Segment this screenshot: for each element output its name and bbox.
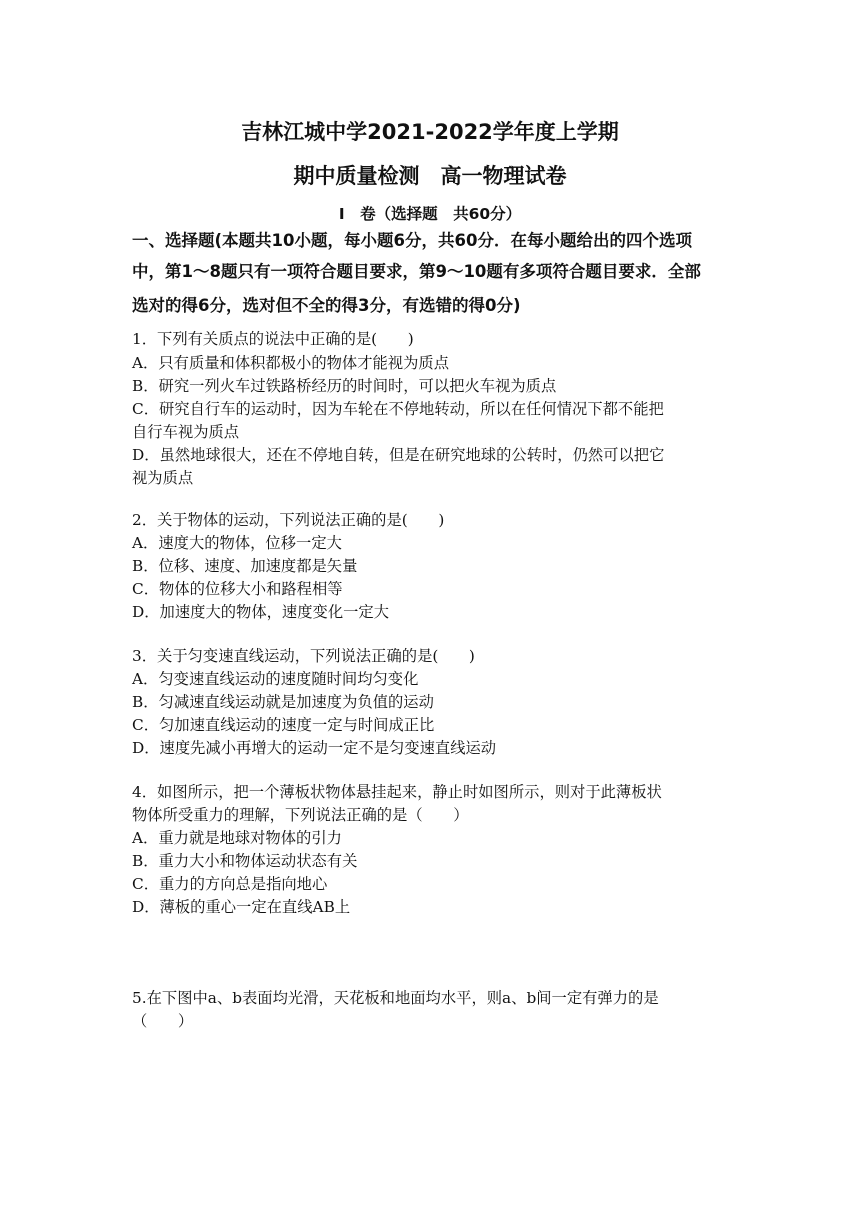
question-1-option-d-cont: 视为质点 — [132, 469, 194, 487]
question-5-stem-cont: （ ） — [132, 1012, 194, 1030]
section-subtitle: Ⅰ 卷（选择题 共60分） — [338, 205, 522, 223]
question-1-option-d: D．虽然地球很大，还在不停地自转，但是在研究地球的公转时，仍然可以把它 — [132, 446, 665, 464]
question-1-stem: 1．下列有关质点的说法中正确的是( ) — [132, 330, 414, 348]
question-1-option-c-cont: 自行车视为质点 — [132, 423, 240, 441]
question-3-stem: 3．关于匀变速直线运动，下列说法正确的是( ) — [132, 647, 475, 665]
question-4-stem-cont: 物体所受重力的理解，下列说法正确的是（ ） — [132, 806, 469, 824]
exam-title-school: 吉林江城中学2021-2022学年度上学期 — [241, 120, 619, 144]
question-2-option-a: A．速度大的物体，位移一定大 — [132, 534, 342, 552]
question-2-option-c: C．物体的位移大小和路程相等 — [132, 580, 343, 598]
question-2-option-d: D．加速度大的物体，速度变化一定大 — [132, 603, 390, 621]
question-4-stem: 4．如图所示，把一个薄板状物体悬挂起来，静止时如图所示，则对于此薄板状 — [132, 783, 662, 801]
question-4-option-c: C．重力的方向总是指向地心 — [132, 875, 328, 893]
question-3-option-c: C．匀加速直线运动的速度一定与时间成正比 — [132, 716, 435, 734]
question-2-stem: 2．关于物体的运动，下列说法正确的是( ) — [132, 511, 445, 529]
question-4-option-d: D．薄板的重心一定在直线AB上 — [132, 898, 351, 916]
question-3-option-a: A．匀变速直线运动的速度随时间均匀变化 — [132, 670, 419, 688]
instructions-line: 中，第1～8题只有一项符合题目要求，第9～10题有多项符合题目要求．全部 — [132, 262, 701, 281]
exam-title-subject: 期中质量检测 高一物理试卷 — [293, 164, 567, 188]
question-1-option-a: A．只有质量和体积都极小的物体才能视为质点 — [132, 354, 449, 372]
instructions-line: 一、选择题(本题共10小题，每小题6分，共60分．在每小题给出的四个选项 — [132, 231, 692, 250]
question-1-option-c: C．研究自行车的运动时，因为车轮在不停地转动，所以在任何情况下都不能把 — [132, 400, 664, 418]
question-4-option-a: A．重力就是地球对物体的引力 — [132, 829, 342, 847]
question-4-option-b: B．重力大小和物体运动状态有关 — [132, 852, 358, 870]
question-1-option-b: B．研究一列火车过铁路桥经历的时间时，可以把火车视为质点 — [132, 377, 557, 395]
question-5-stem: 5.在下图中a、b表面均光滑，天花板和地面均水平，则a、b间一定有弹力的是 — [132, 989, 659, 1007]
question-2-option-b: B．位移、速度、加速度都是矢量 — [132, 557, 358, 575]
instructions-line: 选对的得6分，选对但不全的得3分，有选错的得0分) — [132, 296, 521, 315]
question-3-option-d: D．速度先减小再增大的运动一定不是匀变速直线运动 — [132, 739, 497, 757]
question-3-option-b: B．匀减速直线运动就是加速度为负值的运动 — [132, 693, 434, 711]
